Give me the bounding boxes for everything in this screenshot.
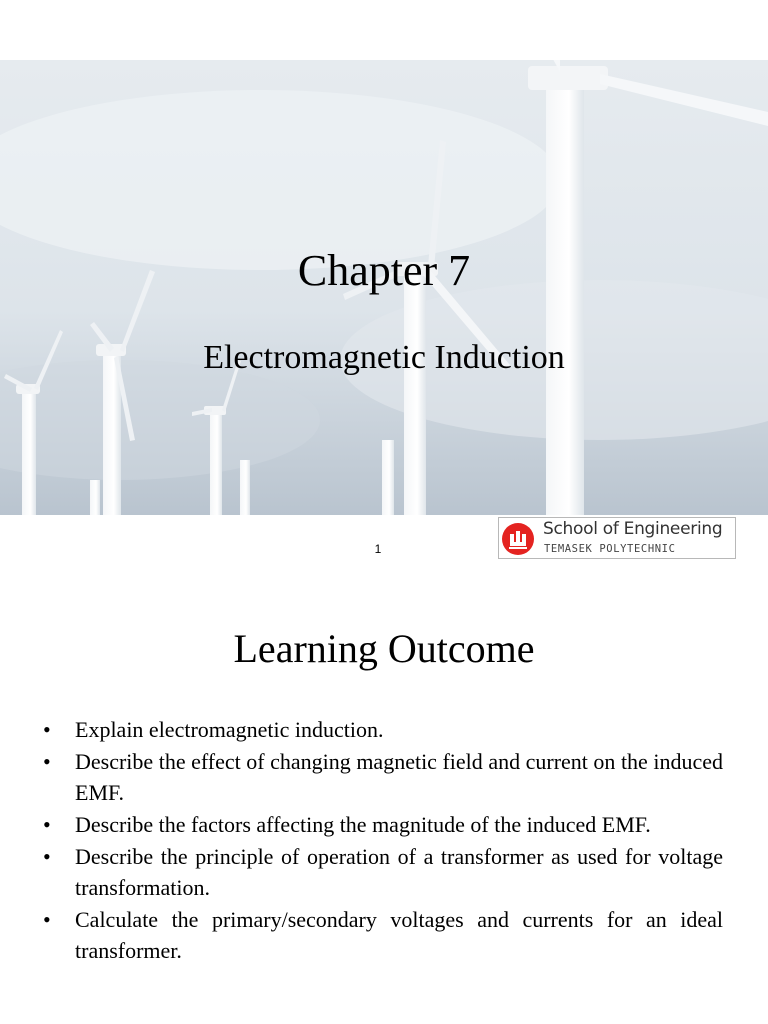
list-item [43, 746, 723, 808]
learning-outcome-list [43, 714, 723, 967]
school-logo [498, 517, 736, 559]
bullet-icon: • [43, 717, 51, 742]
logo-school-name: School of Engineering [543, 519, 723, 539]
list-item [43, 809, 723, 840]
learning-outcome-title: Learning Outcome [233, 626, 535, 671]
bullet-icon: • [43, 907, 51, 932]
list-item-text: Describe the effect of changing magnetic field and current on the induced EMF. [75, 749, 723, 805]
chapter-subtitle: Electromagnetic Induction [203, 339, 565, 376]
list-item [43, 841, 723, 903]
bullet-icon: • [43, 844, 51, 869]
list-item [43, 904, 723, 966]
temasek-emblem-icon [501, 522, 535, 556]
bullet-icon: • [43, 749, 51, 774]
bullet-icon: • [43, 812, 51, 837]
chapter-title: Chapter 7 [297, 246, 471, 295]
list-item-text: Describe the principle of operation of a transformer as used for voltage transformation. [75, 844, 723, 900]
title-slide [0, 60, 768, 515]
list-item [43, 714, 723, 745]
list-item-text: Calculate the primary/secondary voltages and currents for an ideal transformer. [75, 907, 723, 963]
page-number: 1 [374, 542, 382, 556]
list-item-text: Explain electromagnetic induction. [75, 717, 384, 742]
logo-institution-name: TEMASEK POLYTECHNIC [544, 543, 676, 555]
list-item-text: Describe the factors affecting the magnitude of the induced EMF. [75, 812, 651, 837]
